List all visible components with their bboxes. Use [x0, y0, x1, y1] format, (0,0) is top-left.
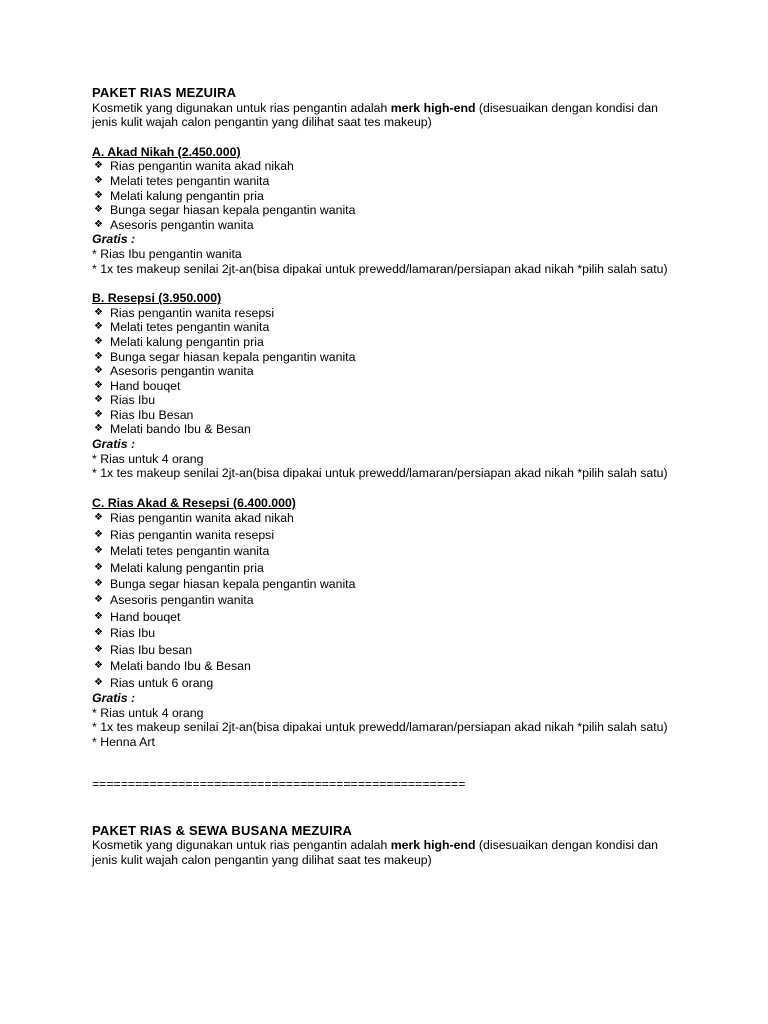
package-item-list	[92, 159, 682, 232]
list-item: ❖ Hand bouqet	[94, 609, 181, 624]
list-item: ❖ Melati tetes pengantin wanita	[94, 173, 270, 188]
diamond-bullet-icon: ❖	[94, 379, 103, 391]
list-item: ❖ Rias pengantin wanita resepsi	[94, 305, 275, 320]
gratis-item: * 1x tes makeup senilai 2jt-an(bisa dipakai untuk prewedd/lamaran/persiapan akad nikah *pilih salah satu)	[92, 720, 668, 735]
package-heading: B. Resepsi (3.950.000)	[92, 291, 222, 306]
list-item: ❖ Rias pengantin wanita akad nikah	[94, 159, 294, 174]
diamond-bullet-icon: ❖	[94, 306, 103, 318]
gratis-item: * Rias Ibu pengantin wanita	[92, 246, 242, 261]
list-item: ❖ Asesoris pengantin wanita	[94, 217, 254, 232]
list-item: ❖ Melati kalung pengantin pria	[94, 188, 264, 203]
list-item: ❖ Rias Ibu	[94, 626, 156, 641]
gratis-item: * Henna Art	[92, 734, 155, 749]
list-item: ❖ Bunga segar hiasan kepala pengantin wanita	[94, 203, 356, 218]
diamond-bullet-icon: ❖	[94, 512, 103, 524]
intro-text: Kosmetik yang digunakan untuk rias pengantin adalah	[92, 838, 391, 853]
intro-text: Kosmetik yang digunakan untuk rias pengantin adalah	[92, 100, 391, 115]
package-heading: A. Akad Nikah (2.450.000)	[92, 144, 241, 159]
list-item: ❖ Hand bouqet	[94, 378, 181, 393]
document-title-2: PAKET RIAS & SEWA BUSANA MEZUIRA	[92, 822, 353, 838]
diamond-bullet-icon: ❖	[94, 204, 103, 216]
diamond-bullet-icon: ❖	[94, 408, 103, 420]
list-item: ❖ Rias pengantin wanita resepsi	[94, 527, 275, 542]
intro-paragraph-2	[92, 838, 682, 867]
diamond-bullet-icon: ❖	[94, 627, 103, 639]
list-item: ❖ Asesoris pengantin wanita	[94, 593, 254, 608]
diamond-bullet-icon: ❖	[94, 578, 103, 590]
diamond-bullet-icon: ❖	[94, 160, 103, 172]
diamond-bullet-icon: ❖	[94, 174, 103, 186]
document-content	[92, 86, 682, 868]
list-item: ❖ Rias pengantin wanita akad nikah	[94, 511, 294, 526]
gratis-label: Gratis :	[92, 437, 136, 452]
diamond-bullet-icon: ❖	[94, 643, 103, 655]
list-item: ❖ Rias Ibu	[94, 393, 156, 408]
diamond-bullet-icon: ❖	[94, 561, 103, 573]
list-item: ❖ Melati tetes pengantin wanita	[94, 320, 270, 335]
diamond-bullet-icon: ❖	[94, 394, 103, 406]
list-item: ❖ Melati bando Ibu & Besan	[94, 422, 251, 437]
list-item: ❖ Melati tetes pengantin wanita	[94, 544, 270, 559]
diamond-bullet-icon: ❖	[94, 365, 103, 377]
package-heading: C. Rias Akad & Resepsi (6.400.000)	[92, 495, 296, 510]
list-item: ❖ Melati kalung pengantin pria	[94, 560, 264, 575]
diamond-bullet-icon: ❖	[94, 423, 103, 435]
list-item: ❖ Rias untuk 6 orang	[94, 675, 214, 690]
list-item: ❖ Melati bando Ibu & Besan	[94, 659, 251, 674]
diamond-bullet-icon: ❖	[94, 335, 103, 347]
gratis-item: * 1x tes makeup senilai 2jt-an(bisa dipakai untuk prewedd/lamaran/persiapan akad nikah *pilih salah satu)	[92, 261, 668, 276]
package-c	[92, 496, 682, 749]
gratis-item: * 1x tes makeup senilai 2jt-an(bisa dipakai untuk prewedd/lamaran/persiapan akad nikah *pilih salah satu)	[92, 466, 668, 481]
diamond-bullet-icon: ❖	[94, 660, 103, 672]
diamond-bullet-icon: ❖	[94, 545, 103, 557]
diamond-bullet-icon: ❖	[94, 189, 103, 201]
package-item-list	[92, 306, 682, 437]
list-item: ❖ Bunga segar hiasan kepala pengantin wanita	[94, 349, 356, 364]
diamond-bullet-icon: ❖	[94, 321, 103, 333]
diamond-bullet-icon: ❖	[94, 528, 103, 540]
diamond-bullet-icon: ❖	[94, 350, 103, 362]
gratis-label: Gratis :	[92, 232, 136, 247]
gratis-item: * Rias untuk 4 orang	[92, 451, 204, 466]
divider-line: ====================================================	[92, 777, 466, 792]
intro-text-end: (disesuaikan dengan kondisi dan jenis kulit wajah calon pengantin yang dilihat saat tes makeup)	[92, 100, 659, 130]
diamond-bullet-icon: ❖	[94, 610, 103, 622]
list-item: ❖ Rias Ibu Besan	[94, 407, 194, 422]
list-item: ❖ Bunga segar hiasan kepala pengantin wanita	[94, 577, 356, 592]
list-item: ❖ Asesoris pengantin wanita	[94, 364, 254, 379]
list-item: ❖ Melati kalung pengantin pria	[94, 334, 264, 349]
diamond-bullet-icon: ❖	[94, 218, 103, 230]
intro-text-end: (disesuaikan dengan kondisi dan jenis kulit wajah calon pengantin yang dilihat saat tes makeup)	[92, 838, 659, 868]
intro-bold-text: merk high-end	[390, 100, 476, 115]
document-title: PAKET RIAS MEZUIRA	[92, 85, 237, 100]
intro-paragraph	[92, 101, 682, 130]
diamond-bullet-icon: ❖	[94, 594, 103, 606]
gratis-label: Gratis :	[92, 690, 136, 705]
package-b	[92, 291, 682, 481]
gratis-item: * Rias untuk 4 orang	[92, 705, 204, 720]
intro-bold-text: merk high-end	[390, 838, 476, 853]
package-item-list	[92, 510, 682, 690]
package-a	[92, 145, 682, 276]
diamond-bullet-icon: ❖	[94, 676, 103, 688]
list-item: ❖ Rias Ibu besan	[94, 642, 193, 657]
